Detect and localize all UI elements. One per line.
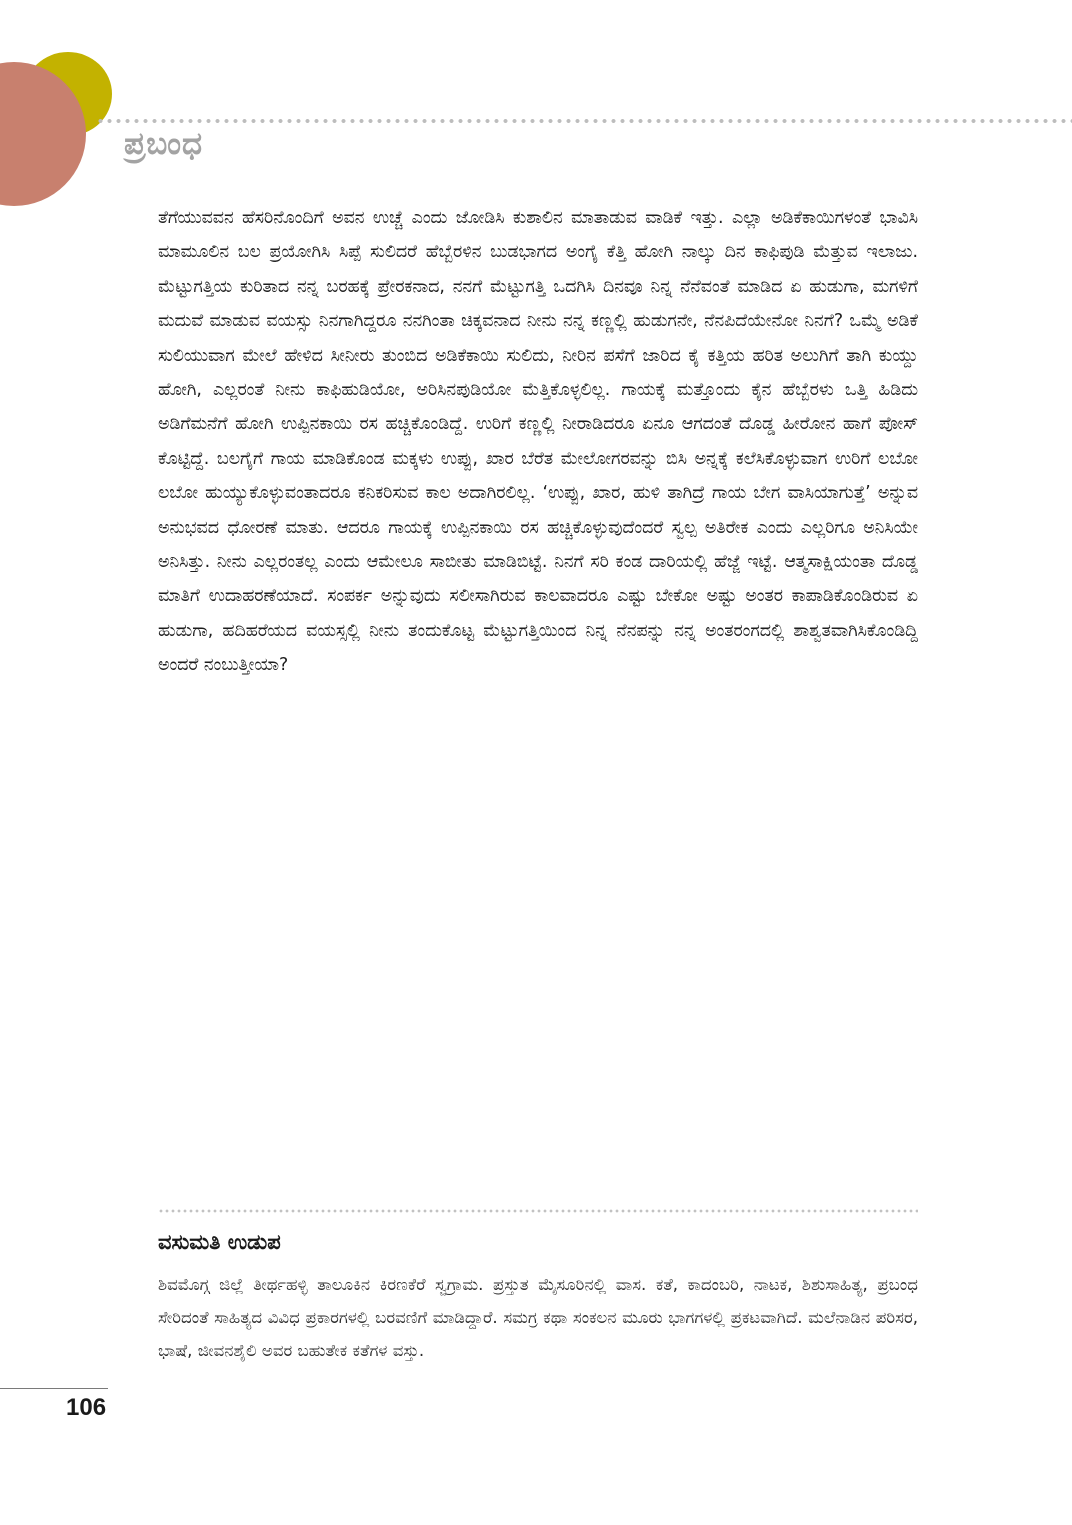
author-dotted-rule	[158, 1209, 918, 1213]
author-bio: ಶಿವಮೊಗ್ಗ ಜಿಲ್ಲೆ ತೀರ್ಥಹಳ್ಳಿ ತಾಲೂಕಿನ ಕಿರಣಕೆರೆ ಸ್ವಗ್ರಾಮ. ಪ್ರಸ್ತುತ ಮೈಸೂರಿನಲ್ಲಿ ವಾಸ. ಕತೆ, ಕಾದಂಬರಿ, ನಾಟಕ, ಶಿಶುಸಾಹಿತ್ಯ, ಪ್ರಬಂಧ ಸೇರಿದಂತೆ ಸಾಹಿತ್ಯದ ವಿವಿಧ ಪ್ರಕಾರಗಳಲ್ಲಿ ಬರವಣಿಗೆ ಮಾಡಿದ್ದಾರೆ. ಸಮಗ್ರ ಕಥಾ ಸಂಕಲನ ಮೂರು ಭಾಗಗಳಲ್ಲಿ ಪ್ರಕಟವಾಗಿದೆ. ಮಲೆನಾಡಿನ ಪರಿಸರ, ಭಾಷೆ, ಜೀವನಶೈಲಿ ಅವರ ಬಹುತೇಕ ಕತೆಗಳ ವಸ್ತು.	[158, 1275, 918, 1360]
header-dotted-rule	[96, 118, 1072, 124]
section-label: ಪ್ರಬಂಧ	[124, 126, 203, 162]
page-number-rule	[0, 1388, 108, 1389]
author-name: ವಸುಮತಿ ಉಡುಪ	[158, 1230, 281, 1254]
page-number: 106	[66, 1394, 107, 1421]
body-paragraph: ತೆಗೆಯುವವನ ಹೆಸರಿನೊಂದಿಗೆ ಅವನ ಉಚ್ಚೆ ಎಂದು ಜೋಡಿಸಿ ಕುಶಾಲಿನ ಮಾತಾಡುವ ವಾಡಿಕೆ ಇತ್ತು. ಎಲ್ಲಾ ಅಡಿಕೆಕಾಯಿಗಳಂತೆ ಭಾವಿಸಿ ಮಾಮೂಲಿನ ಬಲ ಪ್ರಯೋಗಿಸಿ ಸಿಪ್ಪೆ ಸುಲಿದರೆ ಹೆಬ್ಬೆರಳಿನ ಬುಡಭಾಗದ ಅಂಗೈ ಕೆತ್ತಿ ಹೋಗಿ ನಾಲ್ಕು ದಿನ ಕಾಫಿಪುಡಿ ಮೆತ್ತುವ ಇಲಾಜು. ಮೆಟ್ಟುಗತ್ತಿಯ ಕುರಿತಾದ ನನ್ನ ಬರಹಕ್ಕೆ ಪ್ರೇರಕನಾದ, ನನಗೆ ಮೆಟ್ಟುಗತ್ತಿ ಒದಗಿಸಿ ದಿನವೂ ನಿನ್ನ ನೆನೆವಂತೆ ಮಾಡಿದ ಏ ಹುಡುಗಾ, ಮಗಳಿಗೆ ಮದುವೆ ಮಾಡುವ ವಯಸ್ಸು ನಿನಗಾಗಿದ್ದರೂ ನನಗಿಂತಾ ಚಿಕ್ಕವನಾದ ನೀನು ನನ್ನ ಕಣ್ಣಲ್ಲಿ ಹುಡುಗನೇ, ನೆನಪಿದೆಯೇನೋ ನಿನಗೆ? ಒಮ್ಮೆ ಅಡಿಕೆ ಸುಲಿಯುವಾಗ ಮೇಲೆ ಹೇಳಿದ ಸೀನೀರು ತುಂಬಿದ ಅಡಿಕೆಕಾಯಿ ಸುಲಿದು, ನೀರಿನ ಪಸೆಗೆ ಜಾರಿದ ಕೈ ಕತ್ತಿಯ ಹರಿತ ಅಲುಗಿಗೆ ತಾಗಿ ಕುಯ್ದು ಹೋಗಿ, ಎಲ್ಲರಂತೆ ನೀನು ಕಾಫಿಹುಡಿಯೋ, ಅರಿಸಿನಪುಡಿಯೋ ಮೆತ್ತಿಕೊಳ್ಳಲಿಲ್ಲ. ಗಾಯಕ್ಕೆ ಮತ್ತೊಂದು ಕೈನ ಹೆಬ್ಬೆರಳು ಒತ್ತಿ ಹಿಡಿದು ಅಡಿಗೆಮನೆಗೆ ಹೋಗಿ ಉಪ್ಪಿನಕಾಯಿ ರಸ ಹಚ್ಚಿಕೊಂಡಿದ್ದೆ. ಉರಿಗೆ ಕಣ್ಣಲ್ಲಿ ನೀರಾಡಿದರೂ ಏನೂ ಆಗದಂತೆ ದೊಡ್ಡ ಹೀರೋನ ಹಾಗೆ ಪೋಸ್ ಕೊಟ್ಟಿದ್ದೆ. ಬಲಗೈಗೆ ಗಾಯ ಮಾಡಿಕೊಂಡ ಮಕ್ಕಳು ಉಪ್ಪು, ಖಾರ ಬೆರೆತ ಮೇಲೋಗರವನ್ನು ಬಿಸಿ ಅನ್ನಕ್ಕೆ ಕಲೆಸಿಕೊಳ್ಳುವಾಗ ಉರಿಗೆ ಲಬೋ ಲಬೋ ಹುಯ್ಯುಕೊಳ್ಳುವಂತಾದರೂ ಕನಿಕರಿಸುವ ಕಾಲ ಅದಾಗಿರಲಿಲ್ಲ. ‘ಉಪ್ಪು, ಖಾರ, ಹುಳಿ ತಾಗಿದ್ರೆ ಗಾಯ ಬೇಗ ವಾಸಿಯಾಗುತ್ತೆ’ ಅನ್ನುವ ಅನುಭವದ ಧೋರಣೆ ಮಾತು. ಆದರೂ ಗಾಯಕ್ಕೆ ಉಪ್ಪಿನಕಾಯಿ ರಸ ಹಚ್ಚಿಕೊಳ್ಳುವುದೆಂದರೆ ಸ್ವಲ್ಪ ಅತಿರೇಕ ಎಂದು ಎಲ್ಲರಿಗೂ ಅನಿಸಿಯೇ ಅನಿಸಿತ್ತು. ನೀನು ಎಲ್ಲರಂತಲ್ಲ ಎಂದು ಆಮೇಲೂ ಸಾಬೀತು ಮಾಡಿಬಿಟ್ಟೆ. ನಿನಗೆ ಸರಿ ಕಂಡ ದಾರಿಯಲ್ಲಿ ಹೆಜ್ಜೆ ಇಟ್ಟೆ. ಆತ್ಮಸಾಕ್ಷಿಯಂತಾ ದೊಡ್ಡ ಮಾತಿಗೆ ಉದಾಹರಣೆಯಾದೆ. ಸಂಪರ್ಕ ಅನ್ನುವುದು ಸಲೀಸಾಗಿರುವ ಕಾಲವಾದರೂ ಎಷ್ಟು ಬೇಕೋ ಅಷ್ಟು ಅಂತರ ಕಾಪಾಡಿಕೊಂಡಿರುವ ಏ ಹುಡುಗಾ, ಹದಿಹರೆಯದ ವಯಸ್ಸಲ್ಲಿ ನೀನು ತಂದುಕೊಟ್ಟ ಮೆಟ್ಟುಗತ್ತಿಯಿಂದ ನಿನ್ನ ನೆನಪನ್ನು ನನ್ನ ಅಂತರಂಗದಲ್ಲಿ ಶಾಶ್ವತವಾಗಿಸಿಕೊಂಡಿದ್ದಿ ಅಂದರೆ ನಂಬುತ್ತೀಯಾ?	[158, 208, 918, 676]
